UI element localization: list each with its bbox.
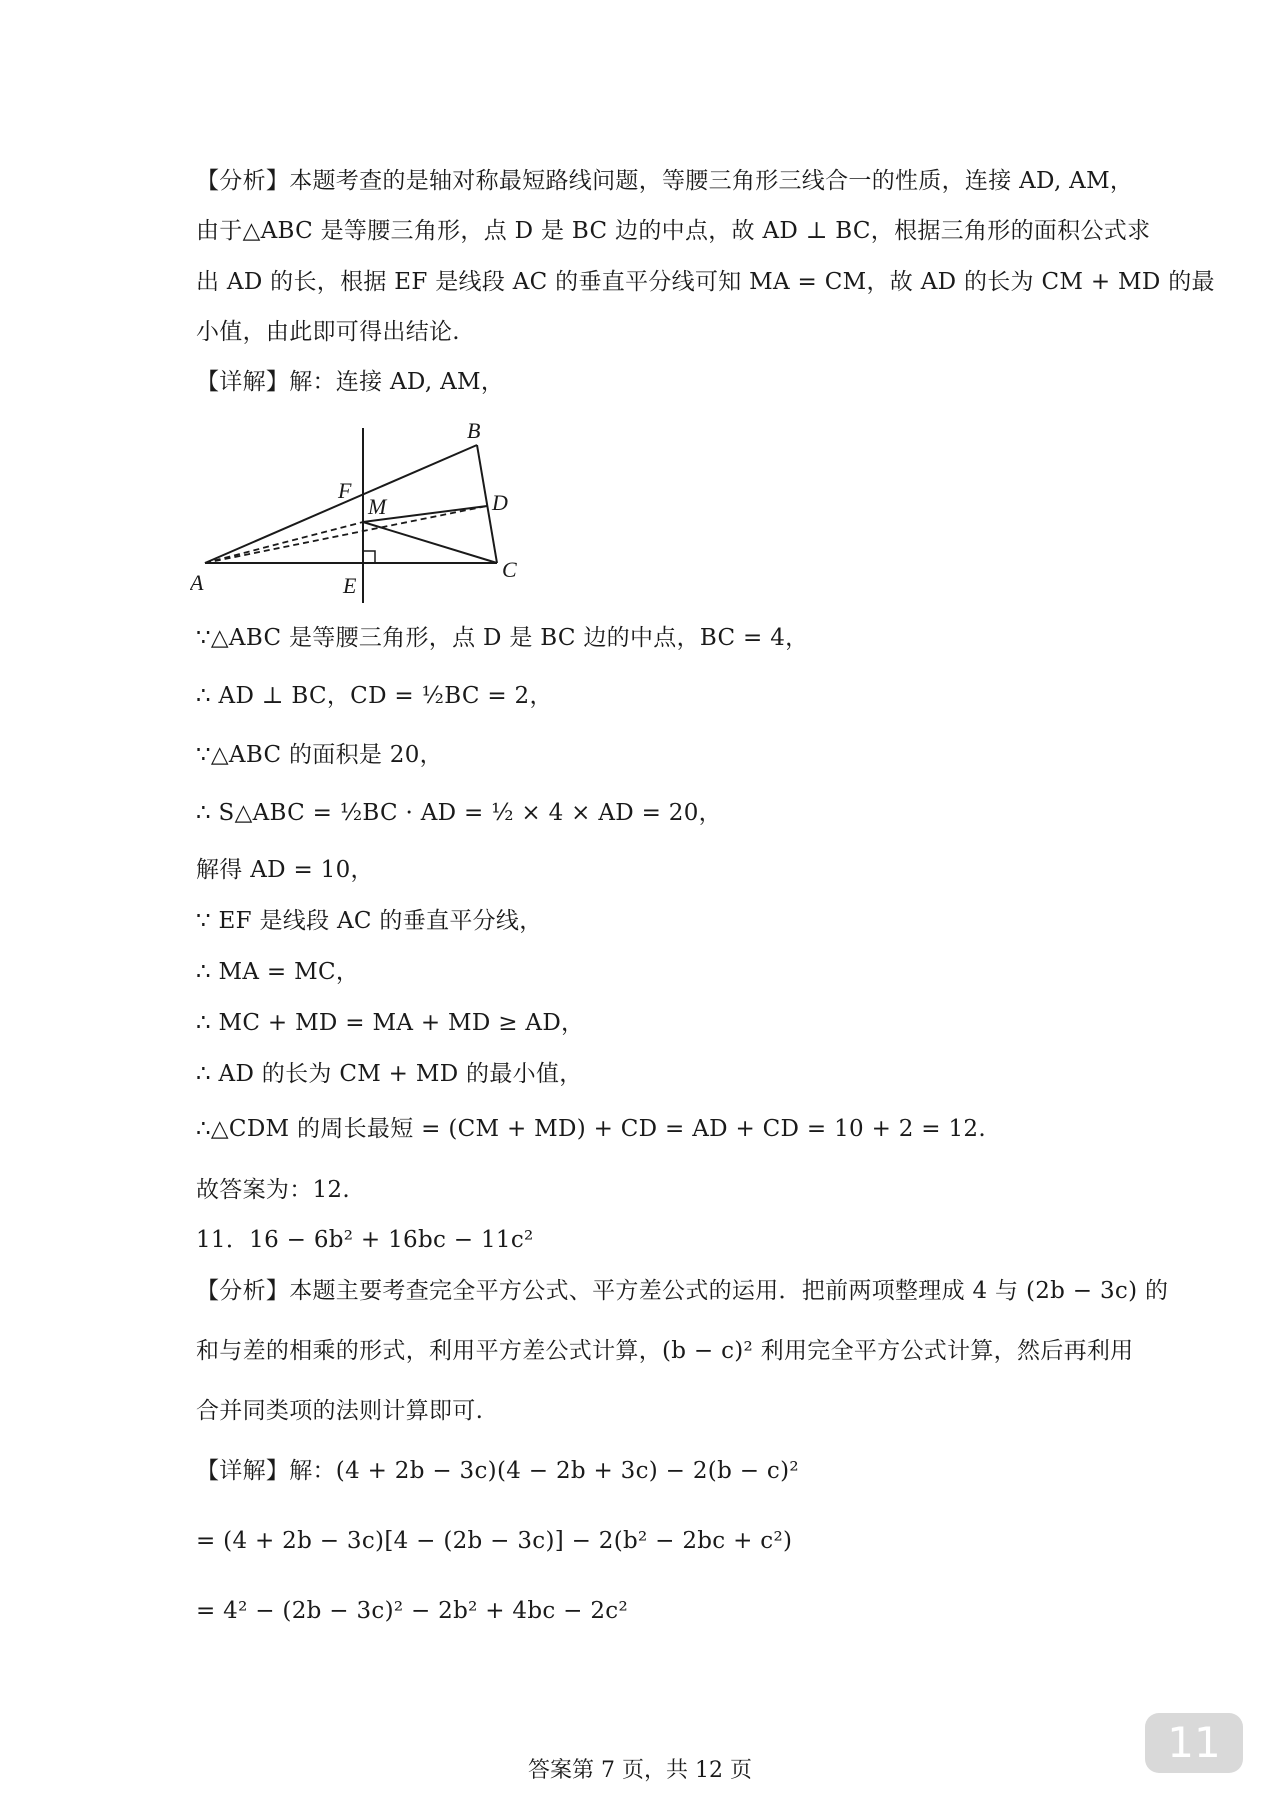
page-footer: 答案第 7 页，共 12 页 — [528, 1758, 752, 1783]
solution-step: ∵ EF 是线段 AC 的垂直平分线， — [196, 908, 543, 934]
label-e: E — [343, 573, 357, 598]
label-a: A — [190, 570, 204, 595]
q10-analysis-line: 【分析】本题考查的是轴对称最短路线问题，等腰三角形三线合一的性质，连接 AD, AM， — [196, 168, 1134, 194]
q10-analysis-line: 小值，由此即可得出结论. — [196, 319, 460, 345]
label-b: B — [467, 418, 481, 443]
q10-analysis-line: 出 AD 的长，根据 EF 是线段 AC 的垂直平分线可知 MA = CM，故 AD 的长为 CM + MD 的最 — [196, 269, 1215, 295]
solution-step: ∵△ABC 的面积是 20， — [196, 742, 443, 768]
q11-answer: 11．16 − 6b² + 16bc − 11c² — [196, 1227, 534, 1253]
q11-detail-line: = (4 + 2b − 3c)[4 − (2b − 3c)] − 2(b² − 2bc + c²) — [196, 1528, 793, 1554]
label-m: M — [368, 494, 387, 519]
solution-step: ∴ S△ABC = ½BC · AD = ½ × 4 × AD = 20， — [196, 800, 722, 826]
q10-detail-intro: 【详解】解：连接 AD, AM， — [196, 369, 505, 395]
segment-mc — [363, 522, 497, 563]
q11-analysis-line: 【分析】本题主要考查完全平方公式、平方差公式的运用．把前两项整理成 4 与 (2b − 3c) 的 — [196, 1278, 1169, 1304]
label-f: F — [338, 478, 352, 503]
q10-analysis-line: 由于△ABC 是等腰三角形，点 D 是 BC 边的中点，故 AD ⊥ BC，根据三角形的面积公式求 — [196, 218, 1151, 244]
final-answer: 故答案为：12. — [196, 1177, 350, 1203]
solution-step: 解得 AD = 10， — [196, 857, 374, 883]
q11-analysis-line: 和与差的相乘的形式，利用平方差公式计算，(b − c)² 利用完全平方公式计算，然后再利用 — [196, 1338, 1134, 1364]
right-angle-mark — [363, 551, 375, 563]
solution-step: ∴△CDM 的周长最短 = (CM + MD) + CD = AD + CD = 10 + 2 = 12. — [196, 1116, 986, 1142]
solution-step: ∵△ABC 是等腰三角形，点 D 是 BC 边的中点，BC = 4， — [196, 625, 809, 651]
q11-detail-line: = 4² − (2b − 3c)² − 2b² + 4bc − 2c² — [196, 1598, 628, 1624]
triangle-figure — [190, 418, 550, 603]
solution-step: ∴ AD 的长为 CM + MD 的最小值， — [196, 1061, 583, 1087]
dashed-ad — [205, 506, 487, 563]
q11-analysis-line: 合并同类项的法则计算即可. — [196, 1398, 484, 1424]
solution-step: ∴ AD ⊥ BC，CD = ½BC = 2， — [196, 683, 553, 709]
solution-step: ∴ MC + MD = MA + MD ≥ AD， — [196, 1010, 585, 1036]
label-d: D — [492, 490, 508, 515]
label-c: C — [502, 557, 517, 582]
page-number-badge: 11 — [1145, 1713, 1243, 1773]
q11-detail-line: 【详解】解：(4 + 2b − 3c)(4 − 2b + 3c) − 2(b − c)² — [196, 1458, 799, 1484]
solution-step: ∴ MA = MC， — [196, 959, 360, 985]
